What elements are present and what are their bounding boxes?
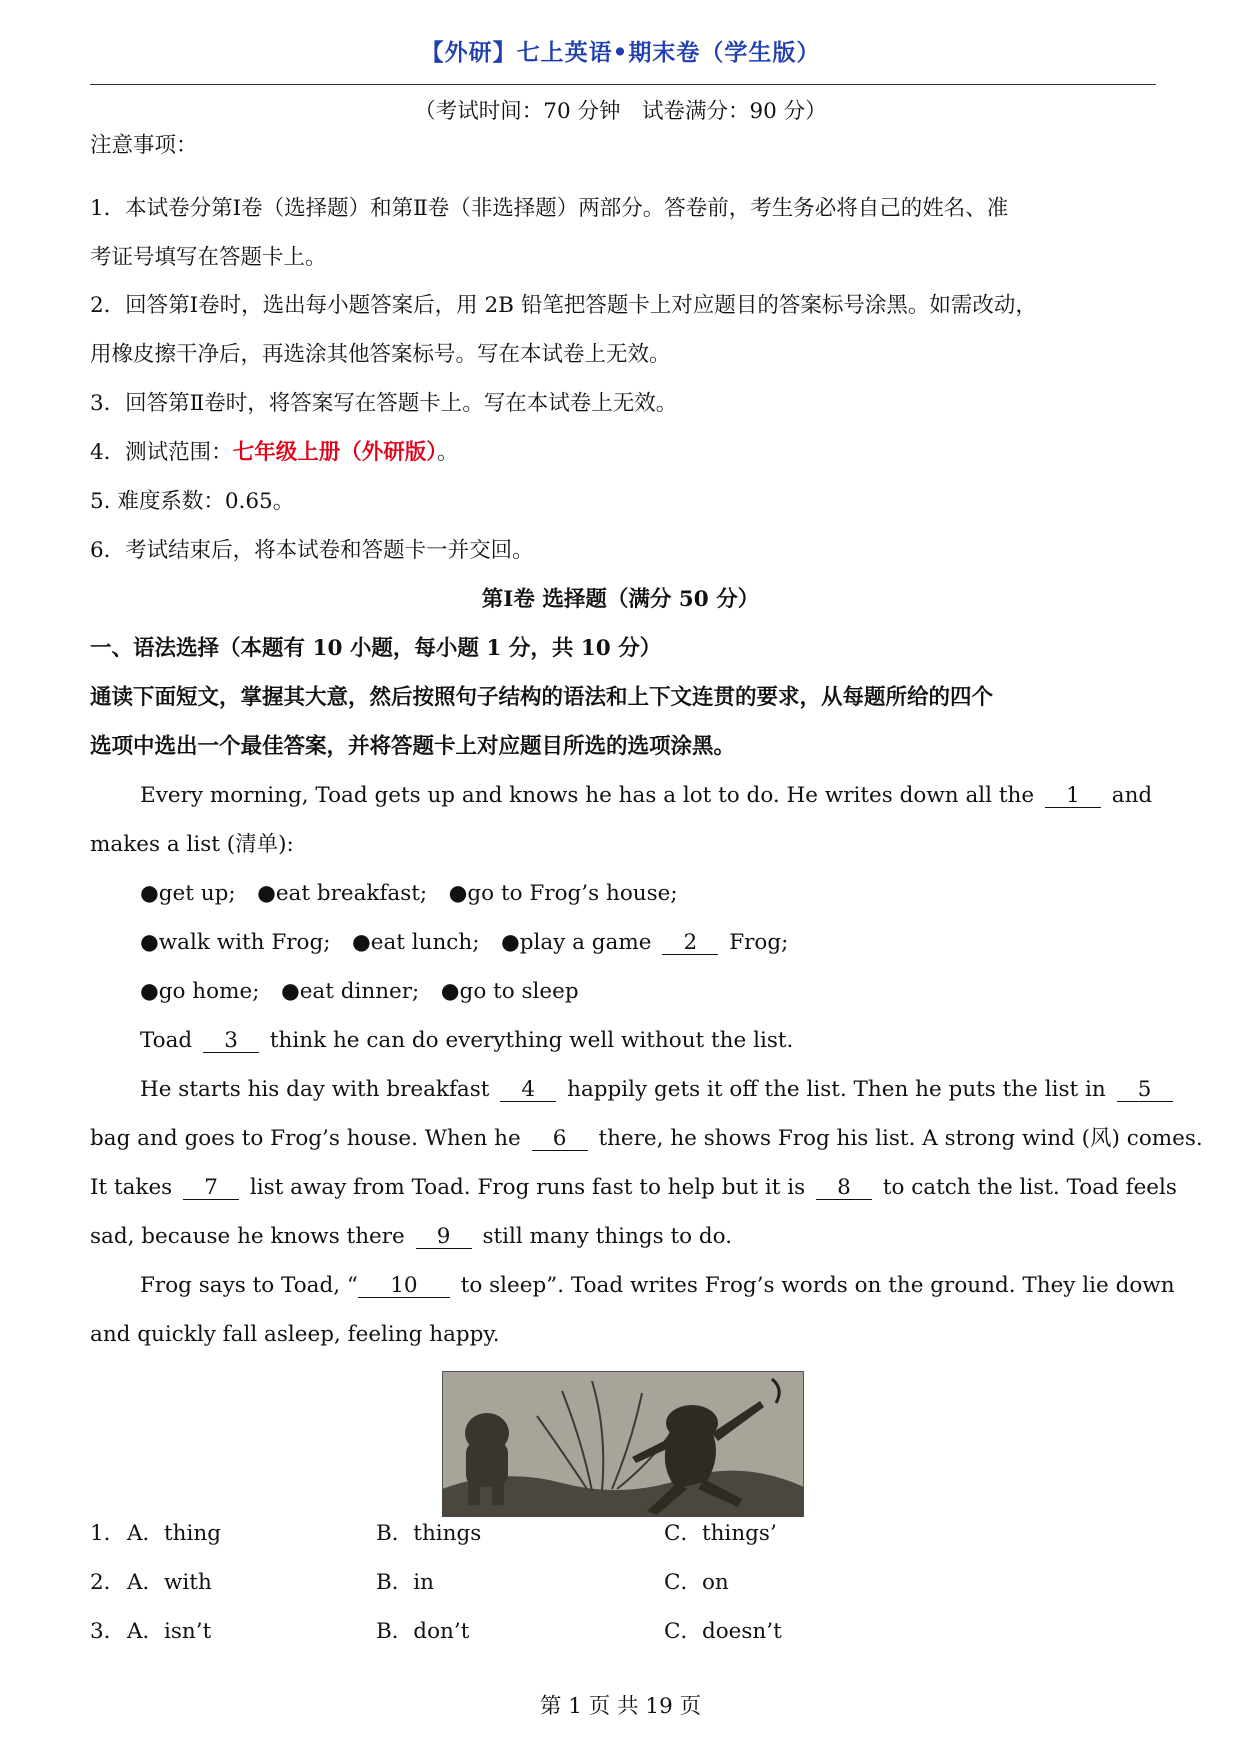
- blank-10: 10: [358, 1275, 450, 1298]
- note-4: [90, 438, 458, 468]
- note-2a: 2．回答第Ⅰ卷时，选出每小题答案后，用 2B 铅笔把答题卡上对应题目的答案标号涂黑。如需改动，: [90, 293, 1037, 318]
- passage-text: ●walk with Frog; ●eat lunch; ●play a game: [140, 930, 652, 955]
- option-b: B．in: [376, 1570, 435, 1595]
- passage-line: [140, 1271, 1175, 1301]
- blank-1: 1: [1045, 785, 1101, 808]
- passage-line: [90, 1222, 732, 1252]
- notes-heading: 注意事项：: [90, 133, 198, 158]
- note-1a: 1．本试卷分第Ⅰ卷（选择题）和第Ⅱ卷（非选择题）两部分。答卷前，考生务必将自己的姓名、准: [90, 196, 1009, 221]
- blank-5: 5: [1117, 1079, 1173, 1102]
- option-a: A．thing: [127, 1521, 221, 1546]
- list-line: [140, 928, 788, 958]
- passage-text: Every morning, Toad gets up and knows he has a lot to do. He writes down all the: [140, 783, 1035, 808]
- note-2b: 用橡皮擦干净后，再选涂其他答案标号。写在本试卷上无效。: [90, 342, 671, 367]
- blank-4: 4: [500, 1079, 556, 1102]
- passage-text: Frog;: [729, 930, 789, 955]
- option-c: C．on: [664, 1570, 729, 1595]
- passage-text: Toad: [140, 1028, 193, 1053]
- option-a: A．with: [127, 1570, 212, 1595]
- list-line: ●get up; ●eat breakfast; ●go to Frog’s house;: [140, 881, 678, 906]
- passage-text: He starts his day with breakfast: [140, 1077, 490, 1102]
- note-4-suffix: 。: [436, 440, 459, 465]
- page-footer: 第 1 页 共 19 页: [539, 1694, 702, 1719]
- passage-text: think he can do everything well without the list.: [269, 1028, 794, 1053]
- question-number: 1．: [90, 1521, 126, 1546]
- passage-text: there, he shows Frog his list. A strong wind (风) comes.: [598, 1126, 1203, 1151]
- option-b: B．things: [376, 1521, 482, 1546]
- note-5: 5. 难度系数：0.65。: [90, 489, 295, 514]
- blank-9: 9: [416, 1226, 472, 1249]
- instruction-b: 选项中选出一个最佳答案，并将答题卡上对应题目所选的选项涂黑。: [90, 734, 736, 759]
- blank-6: 6: [532, 1128, 588, 1151]
- passage-line: makes a list (清单):: [90, 832, 294, 857]
- question-number: 2．: [90, 1570, 126, 1595]
- note-6: 6．考试结束后，将本试卷和答题卡一并交回。: [90, 538, 534, 563]
- test-scope: 七年级上册（外研版）: [232, 440, 437, 465]
- passage-text: bag and goes to Frog’s house. When he: [90, 1126, 521, 1151]
- passage-line: [140, 1026, 793, 1056]
- note-3: 3．回答第Ⅱ卷时，将答案写在答题卡上。写在本试卷上无效。: [90, 391, 678, 416]
- question-number: 3．: [90, 1619, 126, 1644]
- passage-line: [140, 781, 1152, 811]
- section-heading: 一、语法选择（本题有 10 小题，每小题 1 分，共 10 分）: [90, 636, 662, 661]
- option-c: C．things’: [664, 1521, 777, 1546]
- passage-line: [90, 1124, 1203, 1154]
- option-c: C．doesn’t: [664, 1619, 782, 1644]
- passage-text: list away from Toad. Frog runs fast to help but it is: [249, 1175, 806, 1200]
- header-divider: [90, 84, 1156, 85]
- passage-text: to catch the list. Toad feels: [882, 1175, 1177, 1200]
- exam-info: （考试时间：70 分钟 试卷满分：90 分）: [414, 99, 827, 124]
- list-line: ●go home; ●eat dinner; ●go to sleep: [140, 979, 579, 1004]
- blank-2: 2: [662, 932, 718, 955]
- passage-text: Frog says to Toad, “: [140, 1273, 358, 1298]
- passage-text: still many things to do.: [482, 1224, 733, 1249]
- note-4-prefix: 4．测试范围：: [90, 440, 233, 465]
- passage-text: and: [1111, 783, 1153, 808]
- instruction-a: 通读下面短文，掌握其大意，然后按照句子结构的语法和上下文连贯的要求，从每题所给的四个: [90, 685, 994, 710]
- blank-8: 8: [816, 1177, 872, 1200]
- passage-text: It takes: [90, 1175, 173, 1200]
- passage-line: and quickly fall asleep, feeling happy.: [90, 1322, 500, 1347]
- frog-and-toad-illustration: [442, 1371, 804, 1517]
- part-title: 第Ⅰ卷 选择题（满分 50 分）: [481, 587, 760, 612]
- blank-7: 7: [183, 1177, 239, 1200]
- blank-3: 3: [203, 1030, 259, 1053]
- passage-line: [90, 1173, 1177, 1203]
- passage-text: sad, because he knows there: [90, 1224, 405, 1249]
- page-header-title: 【外研】七上英语•期末卷（学生版）: [420, 39, 821, 66]
- passage-text: to sleep”. Toad writes Frog’s words on the ground. They lie down: [460, 1273, 1175, 1298]
- note-1b: 考证号填写在答题卡上。: [90, 245, 327, 270]
- passage-line: [140, 1075, 1177, 1105]
- passage-text: happily gets it off the list. Then he puts the list in: [567, 1077, 1106, 1102]
- option-a: A．isn’t: [127, 1619, 212, 1644]
- option-b: B．don’t: [376, 1619, 470, 1644]
